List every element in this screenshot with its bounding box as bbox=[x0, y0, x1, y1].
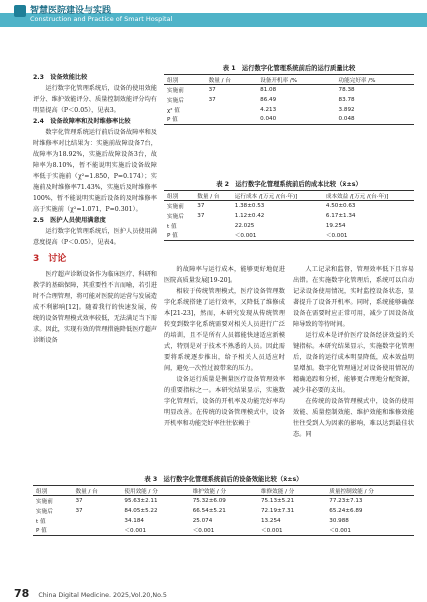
table-cell: 实施后 bbox=[36, 508, 53, 515]
paragraph: 数字化管理系统运行前后设备故障率和及时维修率对比结果为：实施前故障设备7台，故障率为18.92%，实施后故障设备3台，故障率为8.10%，暂不能说明实施后设备故障率低于实施前（χ²=1.850，P=0.174）；实施前及时维修率71.43%，实施后及时维修率100%，暂不能说明实施后设备的及时维修率高于实施前（χ²=1.071，P=0.301）。 bbox=[33, 129, 157, 213]
table-cell: 83.78 bbox=[338, 96, 355, 103]
table-row bbox=[164, 221, 414, 231]
table-cell: χ² 值 bbox=[167, 107, 180, 114]
column-header: 维修效能 / 分 bbox=[260, 488, 295, 495]
column-header: 组别 bbox=[36, 488, 48, 495]
paragraph: 在传统的设备管理模式中，设备的使用效能、质量控制效能、维护效能和维修效能往往受到人为因素的影响，难以达到最佳状态。同 bbox=[293, 398, 414, 438]
column-header: 运行成本 /[万元 /(台·年)] bbox=[234, 193, 298, 200]
table-cell: 37 bbox=[197, 212, 205, 219]
table-cell: 实施后 bbox=[167, 213, 184, 220]
table-cell: t 值 bbox=[36, 518, 46, 525]
table-cell: 66.54±5.21 bbox=[192, 507, 226, 514]
data-table bbox=[33, 485, 414, 536]
table-cell: 65.24±6.89 bbox=[329, 507, 363, 514]
table-cell: 1.12±0.42 bbox=[234, 212, 265, 219]
table-cell: 3.892 bbox=[338, 106, 355, 113]
table-cell: 1.38±0.53 bbox=[234, 202, 265, 209]
table-cell: 78.38 bbox=[338, 86, 355, 93]
table-cell: ＜0.001 bbox=[234, 233, 257, 240]
table-cell: 实施前 bbox=[167, 203, 184, 210]
table-cell: 75.32±6.09 bbox=[192, 497, 226, 504]
paragraph: 的故障率与运行成本，能够更好地促进医院高质量发展[19-20]。 bbox=[164, 266, 285, 284]
table-cell: 86.49 bbox=[260, 96, 277, 103]
table-cell: 95.63±2.11 bbox=[124, 497, 158, 504]
table-row bbox=[33, 496, 414, 506]
column-header: 维护效能 / 分 bbox=[192, 488, 227, 495]
table-cell: 37 bbox=[208, 86, 216, 93]
table-cell: 4.213 bbox=[260, 106, 277, 113]
page-number: 78 bbox=[14, 587, 30, 600]
paragraph: 相较于传统管理模式，医疗设备管理数字化系统搭建了运行效率，又降低了维修成本[21-23]，然而，本研究发现从传统管理转变到数字化系统需要对相关人员进行广泛的培训，且不是所有人员都能快速适应新模式，特别是对于技术不熟悉的人员。因此需要将系统逐步推出，给予相关人员适应时间，避免一次性过渡带来的压力。 bbox=[164, 288, 285, 372]
right-column bbox=[293, 264, 414, 440]
table-cell: P 值 bbox=[167, 117, 178, 124]
table-cell: 实施后 bbox=[167, 97, 184, 104]
section-heading: 2.3 设备效能比较 bbox=[33, 74, 88, 81]
page-header bbox=[0, 0, 427, 30]
table-row bbox=[164, 105, 414, 115]
table-cell: ＜0.001 bbox=[124, 528, 146, 535]
table-cell: 37 bbox=[208, 96, 216, 103]
left-column bbox=[33, 72, 157, 346]
section-heading: 2.4 设备故障率和及时维修率比较 bbox=[33, 118, 131, 125]
column-header: 组别 bbox=[167, 77, 179, 84]
table-cell bbox=[72, 516, 121, 526]
table-cell: 13.254 bbox=[260, 517, 281, 524]
column-header: 数量 / 台 bbox=[75, 488, 98, 495]
table-cell: 实施前 bbox=[36, 498, 53, 505]
table-caption: 表 2 运行数字化管理系统前后的成本比较（x̄±s） bbox=[216, 181, 362, 188]
table-cell: ＜0.001 bbox=[329, 528, 351, 535]
table-row bbox=[164, 231, 414, 241]
table-cell: 30.988 bbox=[329, 517, 349, 524]
table-cell: P 值 bbox=[167, 233, 178, 240]
column-header: 使用效能 / 分 bbox=[124, 488, 158, 495]
middle-column bbox=[164, 264, 285, 429]
table-1 bbox=[164, 64, 414, 125]
section-heading: 2.5 医护人员使用满意度 bbox=[33, 217, 106, 224]
table-cell: 4.50±0.63 bbox=[325, 202, 356, 209]
table-row bbox=[33, 506, 414, 516]
header-title-en: Construction and Practice of Smart Hospital bbox=[30, 15, 173, 23]
paragraph: 设备运行质量是衡量医疗设备管理效率的重要指标之一。本研究结果显示，实施数字化管理后，设备的开机率及功能完好率均明显改善。在传统的设备管理模式中，设备开机率和功能完好率往往依赖于 bbox=[164, 376, 285, 427]
table-cell: t 值 bbox=[167, 223, 177, 230]
table-cell: 实施前 bbox=[167, 87, 184, 94]
column-header: 设备开机率 /% bbox=[260, 77, 298, 84]
data-table bbox=[164, 74, 414, 125]
table-cell: 0.040 bbox=[260, 116, 277, 123]
table-cell bbox=[206, 115, 258, 125]
section-heading: 3 讨论 bbox=[33, 254, 67, 264]
table-cell: 37 bbox=[75, 507, 83, 514]
table-row bbox=[164, 201, 414, 211]
table-cell: 25.074 bbox=[192, 517, 213, 524]
journal-citation: China Digital Medicine. 2025,Vol.20,No.5 bbox=[38, 592, 167, 599]
table-cell: 84.05±5.22 bbox=[124, 507, 158, 514]
table-cell: 34.184 bbox=[124, 517, 144, 524]
table-row bbox=[33, 516, 414, 526]
table-row bbox=[164, 211, 414, 221]
table-cell: 19.254 bbox=[325, 222, 346, 229]
paragraph: 医疗超声诊断设备作为临床医疗、科研和教学的基础保障，其重要性不言而喻，若引进时不合理管理，将可能对医院的运营与发展造成不利影响[12]。随着我行的快速发展，传统的设备管理模式效率较低，无法满足当下需求。因此，实现有效的管理措施降低医疗超声诊断设备 bbox=[33, 271, 157, 344]
table-3 bbox=[33, 475, 414, 536]
table-2 bbox=[164, 180, 414, 241]
table-cell: 81.08 bbox=[260, 86, 277, 93]
column-header: 组别 bbox=[167, 193, 179, 200]
table-row bbox=[164, 95, 414, 105]
table-cell: P 值 bbox=[36, 528, 47, 535]
page-footer bbox=[14, 582, 167, 601]
table-cell: 6.17±1.34 bbox=[325, 212, 356, 219]
table-cell: 37 bbox=[197, 202, 205, 209]
table-caption: 表 3 运行数字化管理系统前后的设备效能比较（x̄±s） bbox=[144, 476, 303, 483]
table-cell: ＜0.001 bbox=[325, 233, 348, 240]
table-cell: 75.13±5.21 bbox=[260, 497, 295, 504]
column-header: 质量控制效能 / 分 bbox=[329, 488, 374, 495]
table-row bbox=[33, 526, 414, 536]
table-cell bbox=[206, 105, 258, 115]
paragraph: 人工记录和监督，管理效率低下且容易出错。在实施数字化管理后，系统可以自动记录设备使用情况，实时监控设备状态，显著提升了设备开机率。同时，系统能够确保设备在需要时应正常可用，减少了因设备故障导致的等待时间。 bbox=[293, 266, 414, 328]
table-cell: 72.19±7.31 bbox=[260, 507, 295, 514]
table-cell: 22.025 bbox=[234, 222, 255, 229]
table-cell: 37 bbox=[75, 497, 83, 504]
data-table bbox=[164, 190, 414, 241]
table-caption: 表 1 运行数字化管理系统前后的运行质量比较 bbox=[222, 65, 356, 72]
paragraph: 运行数字化管理系统后，医护人员使用满意度提高（P＜0.05），见表4。 bbox=[33, 228, 157, 246]
column-header: 成本效益 /[万元 /(台·年)] bbox=[325, 193, 389, 200]
table-cell: ＜0.001 bbox=[192, 528, 215, 535]
table-cell bbox=[194, 221, 232, 231]
table-cell: 77.23±7.13 bbox=[329, 497, 363, 504]
table-cell: ＜0.001 bbox=[260, 528, 283, 535]
table-cell bbox=[194, 231, 232, 241]
column-header: 功能完好率 /% bbox=[338, 77, 376, 84]
table-row bbox=[164, 115, 414, 125]
header-title-cn: 智慧医院建设与实践 bbox=[30, 6, 112, 16]
table-cell bbox=[72, 526, 121, 536]
paragraph: 运行成本是评价医疗设备经济效益的关键指标。本研究结果显示，实施数字化管理后，设备的运行成本明显降低，成本效益明显增加。数字化管理通过对设备使用情况的精确追踪和分析，能够更合理地分配资源，减少非必要的支出。 bbox=[293, 332, 414, 394]
table-cell: 0.048 bbox=[338, 116, 355, 123]
journal-logo-icon bbox=[14, 5, 26, 17]
column-header: 数量 / 台 bbox=[197, 193, 220, 200]
paragraph: 运行数字化管理系统后，设备的使用效能评分、维护效能评分、质量控制效能评分均有明显提高（P＜0.05），见表3。 bbox=[33, 85, 157, 114]
column-header: 数量 / 台 bbox=[208, 77, 231, 84]
table-row bbox=[164, 85, 414, 95]
